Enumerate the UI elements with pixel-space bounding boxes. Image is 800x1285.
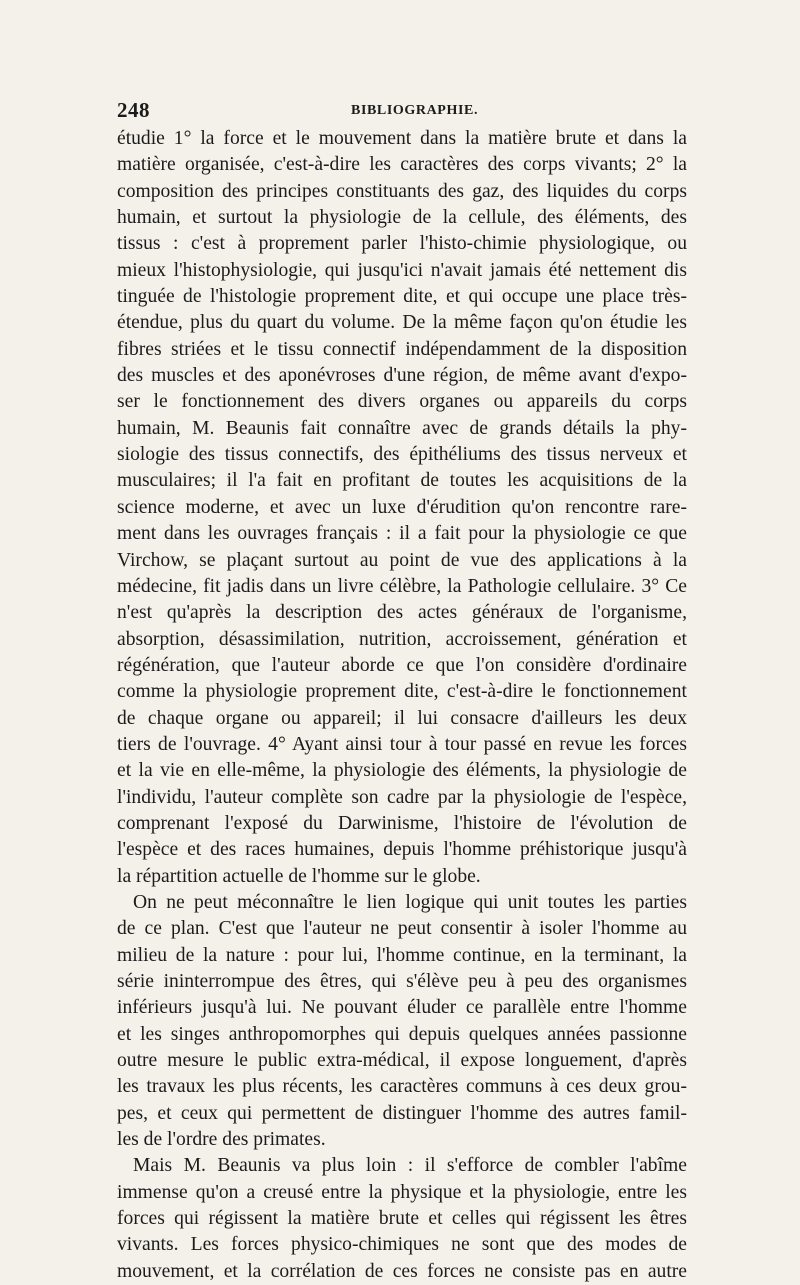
text-line: pes, et ceux qui permettent de distinguer l'homme des autres famil- [117, 1102, 687, 1124]
text-line: On ne peut méconnaître le lien logique qui unit toutes les parties [133, 891, 687, 913]
text-line: régénération, que l'auteur aborde ce que l'on considère d'ordinaire [117, 654, 687, 676]
text-line: fibres striées et le tissu connectif indépendamment de la disposition [117, 338, 687, 360]
text-line: siologie des tissus connectifs, des épithéliums des tissus nerveux et [117, 444, 687, 466]
text-line: de chaque organe ou appareil; il lui consacre d'ailleurs les deux [117, 707, 687, 729]
body-text [117, 126, 687, 1285]
text-line: science moderne, et avec un luxe d'érudition qu'on rencontre rare- [117, 496, 687, 518]
text-line: tissus : c'est à proprement parler l'histo-chimie physiologique, ou [117, 233, 687, 255]
text-line: humain, et surtout la physiologie de la cellule, des éléments, des [117, 207, 687, 229]
text-line: et les singes anthropomorphes qui depuis quelques années passionne [117, 1023, 687, 1045]
text-line: ser le fonctionnement des divers organes ou appareils du corps [117, 391, 687, 413]
text-line: inférieurs jusqu'à lui. Ne pouvant éluder ce parallèle entre l'homme [117, 997, 687, 1019]
page-header [117, 98, 687, 128]
text-line: mouvement, et la corrélation de ces forces ne consiste pas en autre [117, 1260, 687, 1282]
text-line: vivants. Les forces physico-chimiques ne sont que des modes de [117, 1234, 687, 1256]
text-line: forces qui régissent la matière brute et celles qui régissent les êtres [117, 1208, 687, 1230]
text-line: composition des principes constituants des gaz, des liquides du corps [117, 180, 687, 202]
text-line: Virchow, se plaçant surtout au point de vue des applications à la [117, 549, 687, 571]
text-line: étudie 1° la force et le mouvement dans la matière brute et dans la [117, 128, 687, 149]
text-line: ment dans les ouvrages français : il a fait pour la physiologie ce que [117, 523, 687, 545]
text-line: comme la physiologie proprement dite, c'est-à-dire le fonctionnement [117, 681, 687, 703]
text-line: médecine, fit jadis dans un livre célèbre, la Pathologie cellulaire. 3° Ce [117, 575, 687, 597]
text-line: tinguée de l'histologie proprement dite, et qui occupe une place très- [117, 286, 687, 308]
text-line: les travaux les plus récents, les caractères communs à ces deux grou- [117, 1076, 687, 1098]
text-line: outre mesure le public extra-médical, il expose longuement, d'après [117, 1050, 687, 1072]
text-line: tiers de l'ouvrage. 4° Ayant ainsi tour à tour passé en revue les forces [117, 733, 687, 755]
text-line: de ce plan. C'est que l'auteur ne peut consentir à isoler l'homme au [117, 918, 687, 940]
text-line: n'est qu'après la description des actes généraux de l'organisme, [117, 602, 687, 624]
text-line: humain, M. Beaunis fait connaître avec de grands détails la phy- [117, 417, 687, 439]
text-line: et la vie en elle-même, la physiologie des éléments, la physiologie de [117, 760, 687, 782]
text-line: l'individu, l'auteur complète son cadre par la physiologie de l'espèce, [117, 786, 687, 808]
text-line: matière organisée, c'est-à-dire les caractères des corps vivants; 2° la [117, 154, 687, 176]
text-line: immense qu'on a creusé entre la physique et la physiologie, entre les [117, 1181, 687, 1203]
text-line: l'espèce et des races humaines, depuis l'homme préhistorique jusqu'à [117, 839, 687, 861]
text-line: les de l'ordre des primates. [117, 1129, 326, 1151]
running-head: BIBLIOGRAPHIE. [351, 103, 479, 118]
text-line: série ininterrompue des êtres, qui s'élève peu à peu des organismes [117, 971, 687, 992]
text-line: absorption, désassimilation, nutrition, accroissement, génération et [117, 628, 687, 650]
text-line: des muscles et des aponévroses d'une région, de même avant d'expo- [117, 365, 687, 387]
text-line: comprenant l'exposé du Darwinisme, l'histoire de l'évolution de [117, 812, 687, 834]
text-line: la répartition actuelle de l'homme sur le globe. [117, 865, 481, 887]
text-line: étendue, plus du quart du volume. De la même façon qu'on étudie les [117, 312, 687, 334]
text-line: milieu de la nature : pour lui, l'homme continue, en la terminant, la [117, 944, 687, 966]
page-number: 248 [117, 98, 150, 122]
text-line: mieux l'histophysiologie, qui jusqu'ici n'avait jamais été nettement dis [117, 259, 687, 281]
text-line: Mais M. Beaunis va plus loin : il s'efforce de combler l'abîme [133, 1155, 687, 1177]
text-line: musculaires; il l'a fait en profitant de toutes les acquisitions de la [117, 470, 687, 492]
